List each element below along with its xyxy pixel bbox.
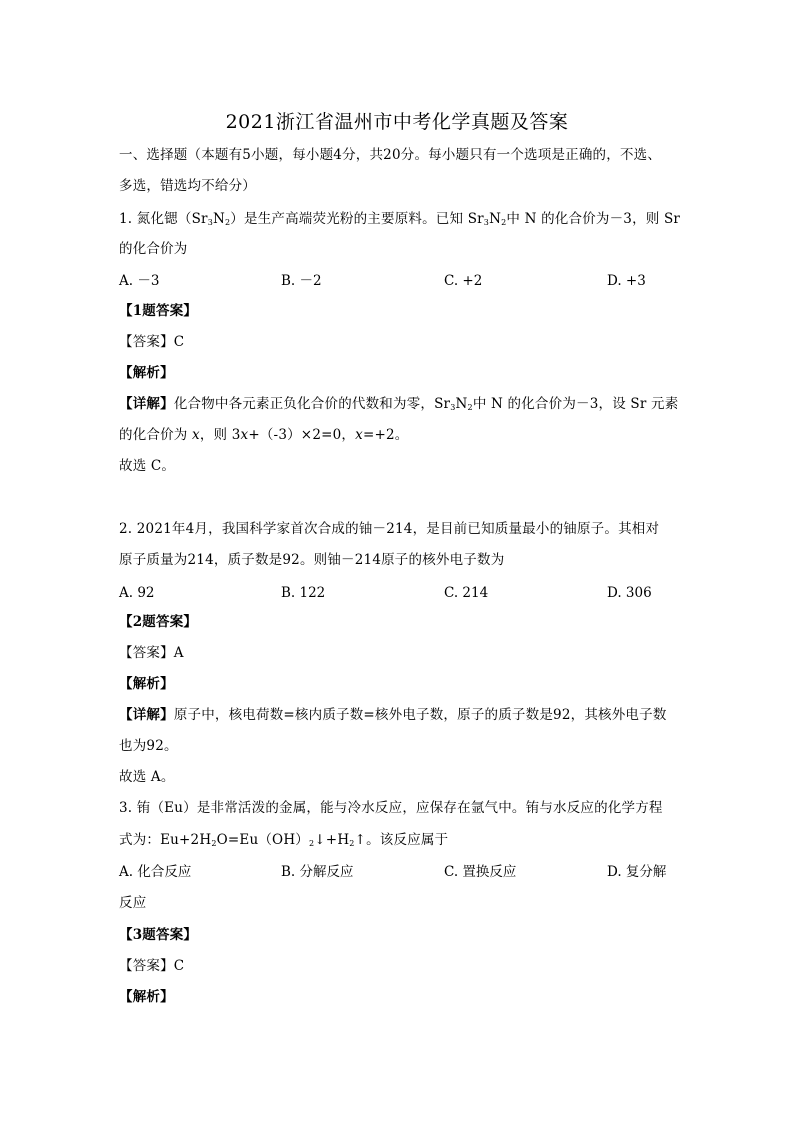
q3-analysis-label: 【解析】 xyxy=(119,989,174,1005)
q3-stem-text: 式为：Eu+2H xyxy=(119,832,212,848)
q3-answer: 【答案】C xyxy=(119,958,185,974)
q3-stem-line1: 3. 铕（Eu）是非常活泼的金属，能与冷水反应，应保存在氩气中。铕与水反应的化学方程 xyxy=(119,800,663,816)
q3-stem-text: O=Eu（OH） xyxy=(216,832,309,848)
subscript: 2 xyxy=(211,839,217,848)
q1-options xyxy=(119,273,679,289)
q2-analysis-label: 【解析】 xyxy=(119,676,174,692)
q1-stem-text: ）是生产高端荧光粉的主要原料。已知 Sr xyxy=(230,211,484,227)
q2-option-c: C. 214 xyxy=(444,585,489,601)
q2-detail-text: 原子中，核电荷数=核内质子数=核外电子数，原子的质子数是92，其核外电子数 xyxy=(173,707,667,723)
q2-answer-header: 【2题答案】 xyxy=(119,614,198,630)
q1-conclusion: 故选 C。 xyxy=(119,458,176,474)
q1-detail-line2 xyxy=(119,427,408,443)
subscript: 3 xyxy=(450,403,456,412)
page-title: 2021浙江省温州市中考化学真题及答案 xyxy=(225,111,569,133)
q3-option-d: D. 复分解 xyxy=(607,864,667,880)
q2-option-a: A. 92 xyxy=(119,585,155,601)
subscript: 2 xyxy=(309,839,315,848)
q1-stem-line1 xyxy=(119,211,680,227)
q2-conclusion: 故选 A。 xyxy=(119,769,175,785)
section-heading-line2: 多选，错选均不给分） xyxy=(119,178,256,194)
subscript: 2 xyxy=(349,839,355,848)
q2-detail-line2: 也为92。 xyxy=(119,738,178,754)
subscript: 2 xyxy=(467,403,473,412)
detail-label: 【详解】 xyxy=(119,396,174,412)
variable-x: x xyxy=(240,427,249,443)
section-heading-line1: 一、选择题（本题有5小题，每小题4分，共20分。每小题只有一个选项是正确的，不选、 xyxy=(119,147,662,163)
q1-option-a: A. －3 xyxy=(119,273,160,289)
q1-detail-text: =+2。 xyxy=(362,427,409,443)
q3-option-a: A. 化合反应 xyxy=(119,864,192,880)
q2-option-b: B. 122 xyxy=(281,585,326,601)
q1-stem-line2: 的化合价为 xyxy=(119,241,188,257)
q3-option-c: C. 置换反应 xyxy=(444,864,517,880)
q1-option-b: B. －2 xyxy=(281,273,322,289)
q2-stem-line2: 原子质量为214，质子数是92。则铀－214原子的核外电子数为 xyxy=(119,552,505,568)
q3-options xyxy=(119,864,679,880)
q2-option-d: D. 306 xyxy=(607,585,652,601)
q1-detail-text: N xyxy=(455,396,468,412)
q1-detail-text: 中 N 的化合价为－3，设 Sr 元素 xyxy=(472,396,679,412)
subscript: 2 xyxy=(225,218,231,227)
q1-stem-text: 中 N 的化合价为－3，则 Sr xyxy=(506,211,681,227)
q1-analysis-label: 【解析】 xyxy=(119,365,174,381)
subscript: 2 xyxy=(501,218,507,227)
q2-options xyxy=(119,585,679,601)
q1-answer: 【答案】C xyxy=(119,334,185,350)
q1-detail-text: 的化合价为 xyxy=(119,427,192,443)
variable-x: x xyxy=(355,427,363,443)
variable-x: x xyxy=(192,427,200,443)
q1-answer-header: 【1题答案】 xyxy=(119,303,198,319)
subscript: 3 xyxy=(483,218,490,227)
q2-detail-line1 xyxy=(119,707,667,723)
q3-option-b: B. 分解反应 xyxy=(281,864,354,880)
q1-detail-line1 xyxy=(119,396,678,412)
q1-option-d: D. +3 xyxy=(607,273,646,289)
q1-detail-text: ，则 3 xyxy=(199,427,241,443)
subscript: 3 xyxy=(207,218,213,227)
q2-answer: 【答案】A xyxy=(119,645,184,661)
q2-stem-line1: 2. 2021年4月，我国科学家首次合成的铀－214，是目前已知质量最小的铀原子。其相对 xyxy=(119,521,660,537)
q3-option-wrap: 反应 xyxy=(119,895,147,911)
q1-option-c: C. +2 xyxy=(444,273,483,289)
q3-answer-header: 【3题答案】 xyxy=(119,927,198,943)
q1-detail-text: 化合物中各元素正负化合价的代数和为零，Sr xyxy=(173,396,451,412)
q1-detail-text: +（-3）×2=0， xyxy=(248,427,356,443)
q3-stem-text: ↓+H xyxy=(314,832,350,848)
q1-stem-text: N xyxy=(489,211,502,227)
q1-stem-text: 1. 氮化锶（Sr xyxy=(119,211,208,227)
q3-stem-text: ↑。该反应属于 xyxy=(354,832,449,848)
q1-stem-text: N xyxy=(212,211,225,227)
q3-stem-line2 xyxy=(119,832,448,848)
detail-label: 【详解】 xyxy=(119,707,174,723)
